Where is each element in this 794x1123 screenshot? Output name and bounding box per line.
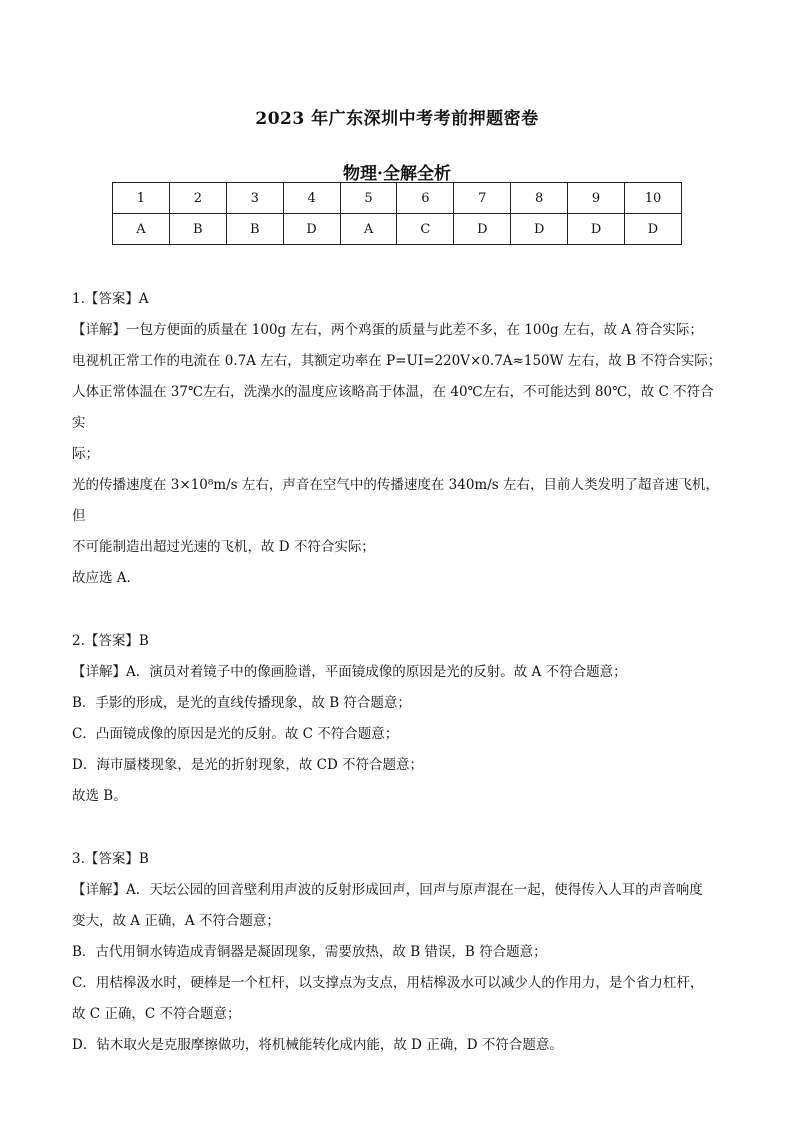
answer-header: 1.【答案】A [72,291,149,307]
question-block [72,626,722,812]
answer-cell: D [454,214,511,245]
answer-cell: C [397,214,454,245]
explanation-line: 不可能制造出超过光速的飞机，故 D 不符合实际； [72,539,375,555]
question-number-cell: 5 [340,183,397,214]
question-number-cell: 4 [283,183,340,214]
answer-cell: B [226,214,283,245]
explanation-line: 人体正常体温在 37℃左右，洗澡水的温度应该略高于体温，在 40℃左右，不可能达到 80℃，故 C 不符合实 [72,384,714,431]
explanation-line: B．手影的形成，是光的直线传播现象，故 B 符合题意； [72,695,411,711]
question-number-cell: 1 [113,183,170,214]
question-number-cell: 3 [226,183,283,214]
explanation-line: D．钻木取火是克服摩擦做功，将机械能转化成内能，故 D 正确，D 不符合题意。 [72,1037,563,1053]
question-number-cell: 8 [511,183,568,214]
question-number-cell: 10 [625,183,682,214]
answer-cell: D [568,214,625,245]
question-block [72,284,722,594]
answer-cell: A [113,214,170,245]
explanation-line: 故应选 A． [72,570,141,586]
answer-cell: D [283,214,340,245]
explanation-line: D．海市蜃楼现象，是光的折射现象，故 CD 不符合题意； [72,757,424,773]
question-number-cell: 2 [169,183,226,214]
explanation-line: 【详解】A．演员对着镜子中的像画脸谱，平面镜成像的原因是光的反射。故 A 不符合题意； [72,664,627,680]
answer-table-answer-row [113,214,682,245]
explanations [72,284,722,1093]
explanation-line: 际； [72,446,99,462]
explanation-line: 光的传播速度在 3×10⁸m/s 左右，声音在空气中的传播速度在 340m/s 左右，目前人类发明了超音速飞机，但 [72,477,719,524]
document-subtitle: 物理·全解全析 [343,164,451,184]
question-number-cell: 9 [568,183,625,214]
explanation-line: 【详解】一包方便面的质量在 100g 左右，两个鸡蛋的质量与此差不多，在 100g 左右，故 A 符合实际； [72,322,703,338]
question-block [72,844,722,1061]
explanation-line: 电视机正常工作的电流在 0.7A 左右，其额定功率在 P=UI=220V×0.7A≈150W 左右，故 B 不符合实际； [72,353,722,369]
answer-cell: B [169,214,226,245]
question-number-cell: 7 [454,183,511,214]
answer-table-number-row [113,183,682,214]
explanation-line: 【详解】A．天坛公园的回音壁利用声波的反射形成回声，回声与原声混在一起，使得传入人耳的声音响度 [72,882,703,898]
answer-header: 3.【答案】B [72,851,149,867]
answer-header: 2.【答案】B [72,633,149,649]
explanation-line: 故选 B。 [72,788,127,804]
question-number-cell: 6 [397,183,454,214]
explanation-line: B．古代用铜水铸造成青铜器是凝固现象，需要放热，故 B 错误，B 符合题意； [72,944,547,960]
explanation-line: 故 C 正确，C 不符合题意； [72,1006,241,1022]
explanation-line: 变大，故 A 正确，A 不符合题意； [72,913,280,929]
document-title: 2023 年广东深圳中考考前押题密卷 [255,109,539,129]
answer-cell: A [340,214,397,245]
answer-table [112,182,682,245]
explanation-line: C．用桔槔汲水时，硬棒是一个杠杆，以支撑点为支点，用桔槔汲水可以减少人的作用力，是个省力杠杆， [72,975,704,991]
answer-cell: D [511,214,568,245]
answer-cell: D [625,214,682,245]
explanation-line: C．凸面镜成像的原因是光的反射。故 C 不符合题意； [72,726,399,742]
